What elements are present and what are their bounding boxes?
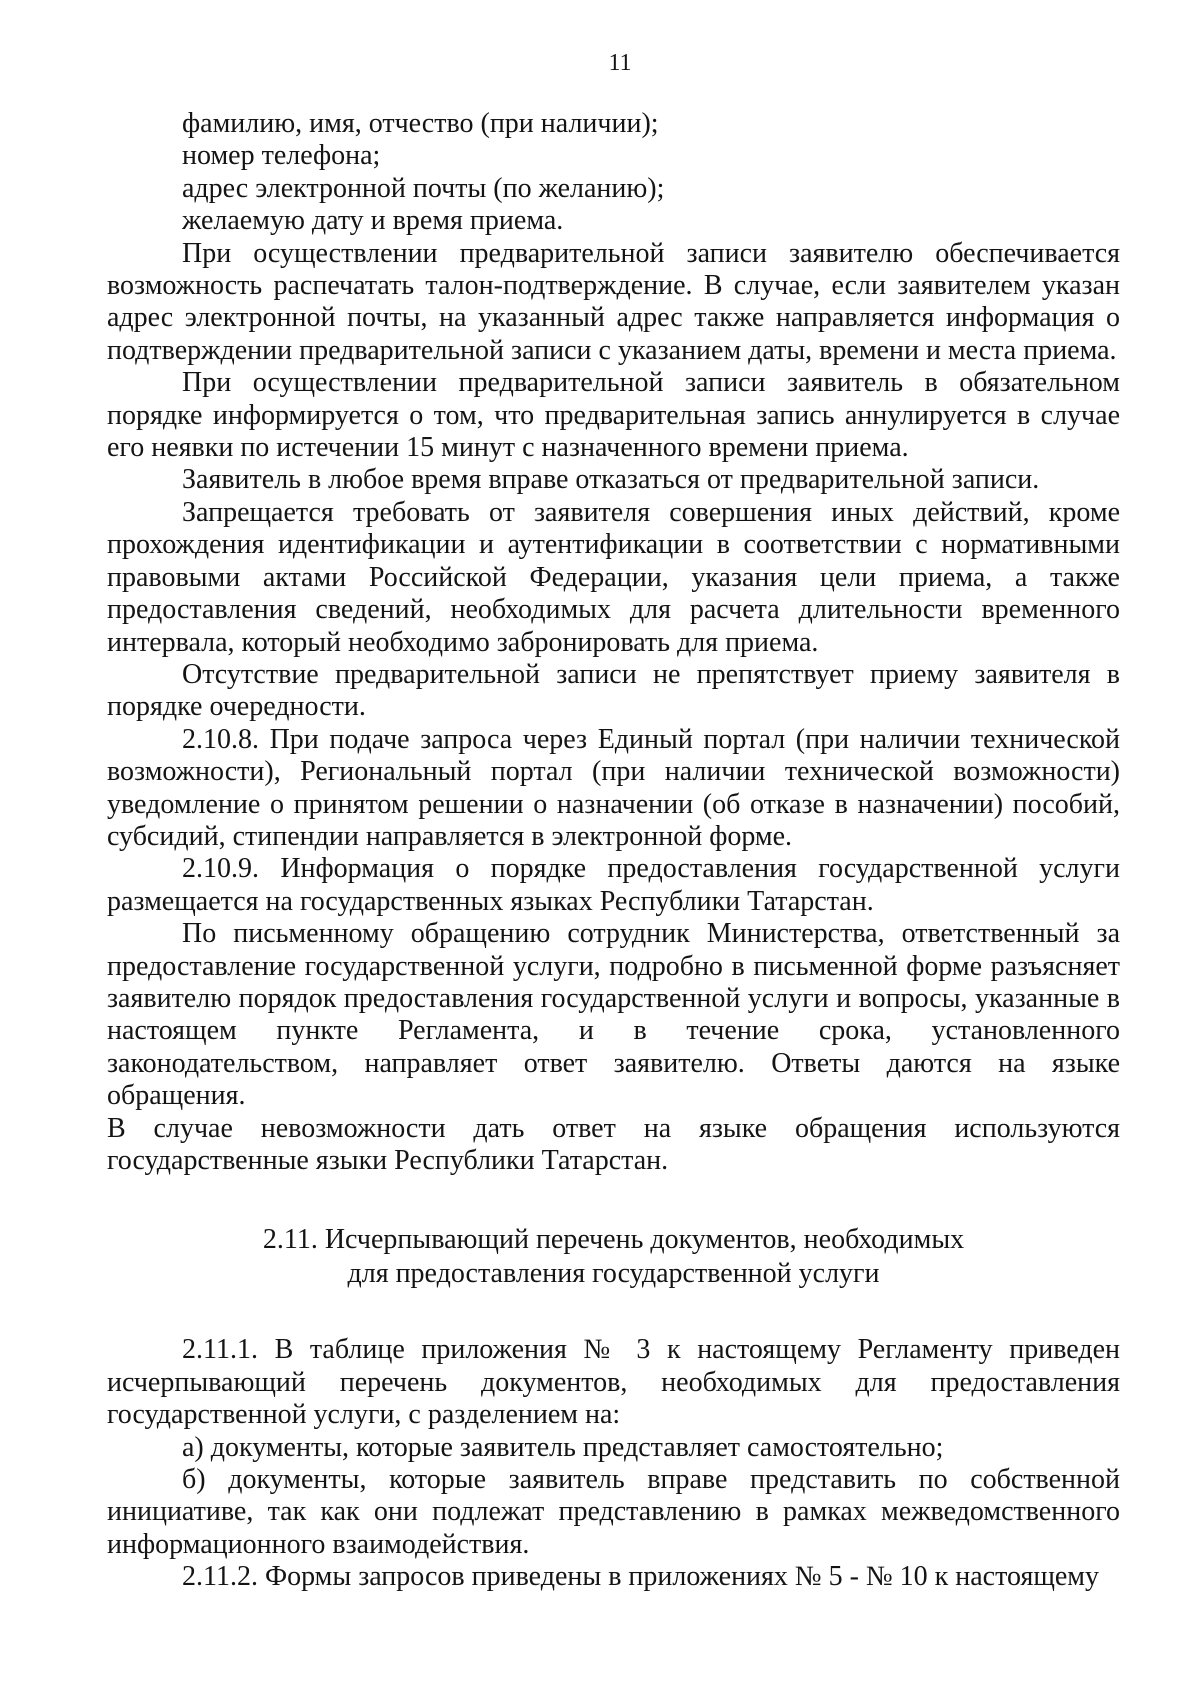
paragraph-language-fallback: В случае невозможности дать ответ на языке обращения используются государственные языки Республики Татарстан.	[107, 1112, 1120, 1176]
paragraph-2-11-1: 2.11.1. В таблице приложения № 3 к настоящему Регламенту приведен исчерпывающий перечень документов, необходимых для предоставления государственной услуги, с разделением на:	[107, 1334, 1120, 1431]
paragraph-2-11-2: 2.11.2. Формы запросов приведены в приложениях № 5 - № 10 к настоящему	[182, 1561, 1100, 1593]
paragraph-preregistration-ticket: При осуществлении предварительной записи заявителю обеспечивается возможность распечатать талон-подтверждение. В случае, если заявителем указан адрес электронной почты, на указанный адрес также направляется информация о подтверждении предварительной записи с указанием даты, времени и места приема.	[107, 237, 1120, 366]
paragraph-written-request: По письменному обращению сотрудник Министерства, ответственный за предоставление государственной услуги, подробно в письменной форме разъясняет заявителю порядок предоставления государственной услуги и вопросы, указанные в настоящем пункте Регламента, и в течение срока, установленного законодательством, направляет ответ заявителю. Ответы даются на языке обращения.	[107, 918, 1120, 1112]
list-item-full-name: фамилию, имя, отчество (при наличии);	[182, 108, 659, 139]
document-body	[107, 108, 1120, 1594]
paragraph-no-preregistration: Отсутствие предварительной записи не препятствует приему заявителя в порядке очередности.	[107, 658, 1120, 723]
paragraph-item-a: а) документы, которые заявитель представляет самостоятельно;	[182, 1431, 944, 1463]
list-item-email: адрес электронной почты (по желанию);	[182, 172, 665, 204]
paragraph-refuse-preregistration: Заявитель в любое время вправе отказаться от предварительной записи.	[182, 464, 1040, 496]
paragraph-prohibited-requirements: Запрещается требовать от заявителя совершения иных действий, кроме прохождения идентификации и аутентификации в соответствии с нормативными правовыми актами Российской Федерации, указания цели приема, а также предоставления сведений, необходимых для расчета длительности временного интервала, который необходимо забронировать для приема.	[107, 496, 1120, 658]
page-number: 11	[608, 50, 632, 76]
list-item-date-time: желаемую дату и время приема.	[182, 205, 564, 237]
paragraph-preregistration-cancellation: При осуществлении предварительной записи заявитель в обязательном порядке информируется о том, что предварительная запись аннулируется в случае его неявки по истечении 15 минут с назначенного времени приема.	[107, 367, 1120, 464]
list-item-phone: номер телефона;	[182, 140, 381, 172]
section-heading-2-11	[107, 1223, 1120, 1291]
paragraph-2-10-9: 2.10.9. Информация о порядке предоставления государственной услуги размещается на государственных языках Республики Татарстан.	[107, 853, 1120, 917]
section-heading-line-2: для предоставления государственной услуги	[347, 1258, 880, 1290]
paragraph-item-b: б) документы, которые заявитель вправе представить по собственной инициативе, так как они подлежат представлению в рамках межведомственного информационного взаимодействия.	[107, 1464, 1120, 1560]
paragraph-2-10-8: 2.10.8. При подаче запроса через Единый портал (при наличии технической возможности), Региональный портал (при наличии технической возможности) уведомление о принятом решении о назначении (об отказе в назначении) пособий, субсидий, стипендии направляется в электронной форме.	[107, 723, 1120, 852]
section-heading-line-1: 2.11. Исчерпывающий перечень документов, необходимых	[262, 1224, 965, 1256]
